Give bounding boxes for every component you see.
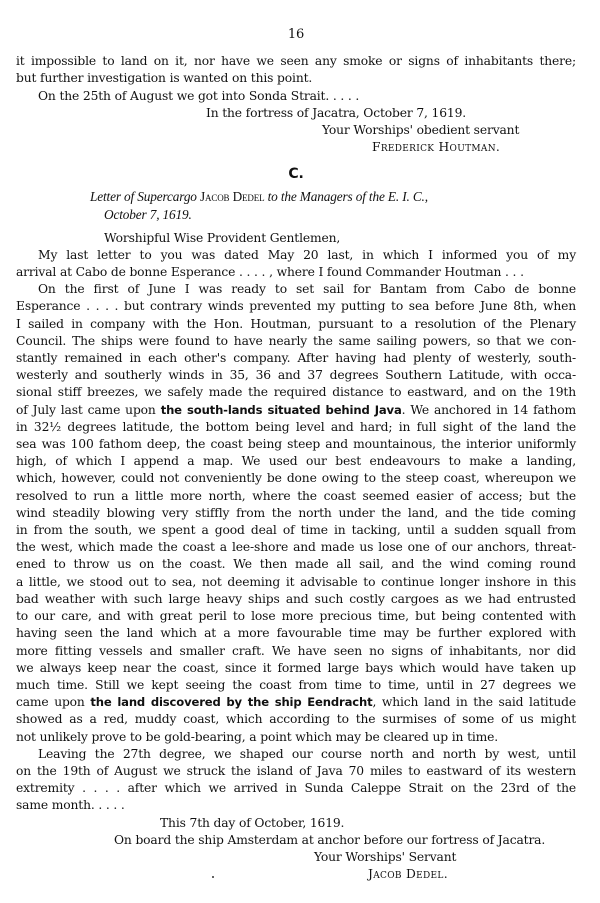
closing-sign: Your Worships' Servant xyxy=(314,849,457,864)
body-line: ened to throw us on the coast. We then made all sail, and the wind coming round xyxy=(16,557,576,572)
page-number: 16 xyxy=(287,27,305,42)
closing-aboard: On board the ship Amsterdam at anchor before our fortress of Jacatra. xyxy=(114,832,546,847)
section-letter: C. xyxy=(288,166,304,183)
print-speck xyxy=(212,876,214,878)
body-text: came upon xyxy=(16,695,91,710)
body-line: arrival at Cabo de bonne Esperance . . . . , where I found Commander Houtman . . . xyxy=(16,265,524,280)
closing-date: This 7th day of October, 1619. xyxy=(160,815,345,830)
body-line: same month. . . . . xyxy=(16,798,125,813)
body-line: more fitting vessels and smaller craft. We have seen no signs of inhabitants, nor did xyxy=(16,643,576,658)
paragraph-1 xyxy=(16,247,576,281)
body-line: a little, we stood out to sea, not deeming it advisable to continue longer inshore in this xyxy=(16,574,576,589)
body-line: not unlikely prove to be gold-bearing, a point which may be cleared up in time. xyxy=(16,729,499,744)
body-line: we always keep near the coast, since it formed large bays which would have taken up xyxy=(16,660,576,675)
body-line: high, of which I append a map. We used our best endeavours to make a landing, xyxy=(16,454,576,469)
body-text: , which land in the said latitude xyxy=(372,695,576,710)
heading-line-2: October 7, 1619. xyxy=(104,206,192,222)
body-line: extremity . . . . after which we arrived in Sunda Caleppe Strait on the 23rd of the xyxy=(16,781,576,796)
body-line: wind steadily blowing very stiffly from the north under the land, and the tide coming xyxy=(16,505,576,520)
body-text: . We anchored in 14 fathom xyxy=(401,402,576,417)
body-line: in 32½ degrees latitude, the bottom being level and hard; in full sight of the land the xyxy=(16,419,576,434)
body-text: of July last came upon xyxy=(16,402,161,417)
closing-name: Jacob Dedel. xyxy=(368,867,448,882)
body-line: westerly and southerly winds in 35, 36 and 37 degrees Southern Latitude, with occa- xyxy=(16,368,576,383)
intro-line-2: but further investigation is wanted on this point. xyxy=(16,71,313,86)
body-line: On the first of June I was ready to set sail for Bantam from Cabo de bonne xyxy=(38,282,576,297)
heading-author: Jacob Dedel xyxy=(199,188,265,204)
body-line: stantly remained in each other's company. After having had plenty of westerly, south- xyxy=(16,351,576,366)
body-line: which, however, could not conveniently be done owing to the steep coast, whereupon we xyxy=(16,471,576,486)
emphasis-eendracht-land: the land discovered by the ship Eendracht xyxy=(90,695,373,710)
body-line: to our care, and with great peril to lose more precious time, but being contented with xyxy=(16,609,576,624)
heading-part-2: to the Managers of the E. I. C., xyxy=(264,188,428,204)
intro-line-1: it impossible to land on it, nor have we seen any smoke or signs of inhabitants there; xyxy=(16,54,576,69)
intro-name: Frederick Houtman. xyxy=(372,140,501,155)
body-line xyxy=(16,694,576,711)
body-line: I sailed in company with the Hon. Houtman, pursuant to a resolution of the Plenary xyxy=(16,316,576,331)
paragraph-2 xyxy=(16,281,576,745)
body-line: sional stiff breezes, we safely made the required distance to eastward, and on the 19th xyxy=(16,385,576,400)
intro-place: In the fortress of Jacatra, October 7, 1619. xyxy=(206,105,466,120)
intro-sign: Your Worships' obedient servant xyxy=(322,123,520,138)
body-line: bad weather with such large heavy ships and such costly cargoes as we had entrusted xyxy=(16,591,576,606)
body-line: Leaving the 27th degree, we shaped our course north and north by west, until xyxy=(38,746,576,761)
body-line: resolved to run a little more north, where the coast seemed easier of access; but the xyxy=(16,488,576,503)
body-line: the west, which made the coast a lee-shore and made us lose one of our anchors, threat- xyxy=(16,540,576,555)
body-line: Council. The ships were found to have nearly the same sailing powers, so that we con- xyxy=(16,333,576,348)
salutation: Worshipful Wise Provident Gentlemen, xyxy=(104,230,341,245)
body-line: showed as a red, muddy coast, which according to the surmises of some of us might xyxy=(16,712,576,727)
emphasis-south-lands: the south-lands situated behind Java xyxy=(160,402,402,417)
body-line: much time. Still we kept seeing the coast from time to time, until in 27 degrees we xyxy=(16,677,576,692)
paragraph-3 xyxy=(16,746,576,815)
intro-line-3: On the 25th of August we got into Sonda Strait. . . . . xyxy=(38,88,360,103)
body-line: sea was 100 fathom deep, the coast being steep and mountainous, the interior uniformly xyxy=(16,437,576,452)
body-line: on the 19th of August we struck the island of Java 70 miles to eastward of its western xyxy=(16,763,576,778)
heading-part-1: Letter of Supercargo xyxy=(90,188,200,204)
document-page xyxy=(16,26,576,883)
body-line: in from the south, we spent a good deal of time in tacking, until a sudden squall from xyxy=(16,523,576,538)
body-line xyxy=(16,402,576,419)
body-line: My last letter to you was dated May 20 last, in which I informed you of my xyxy=(38,247,576,262)
letter-heading xyxy=(16,188,576,206)
body-line: Esperance . . . . but contrary winds prevented my putting to sea before June 8th, when xyxy=(16,299,576,314)
body-line: having seen the land which at a more favourable time may be further explored with xyxy=(16,626,576,641)
